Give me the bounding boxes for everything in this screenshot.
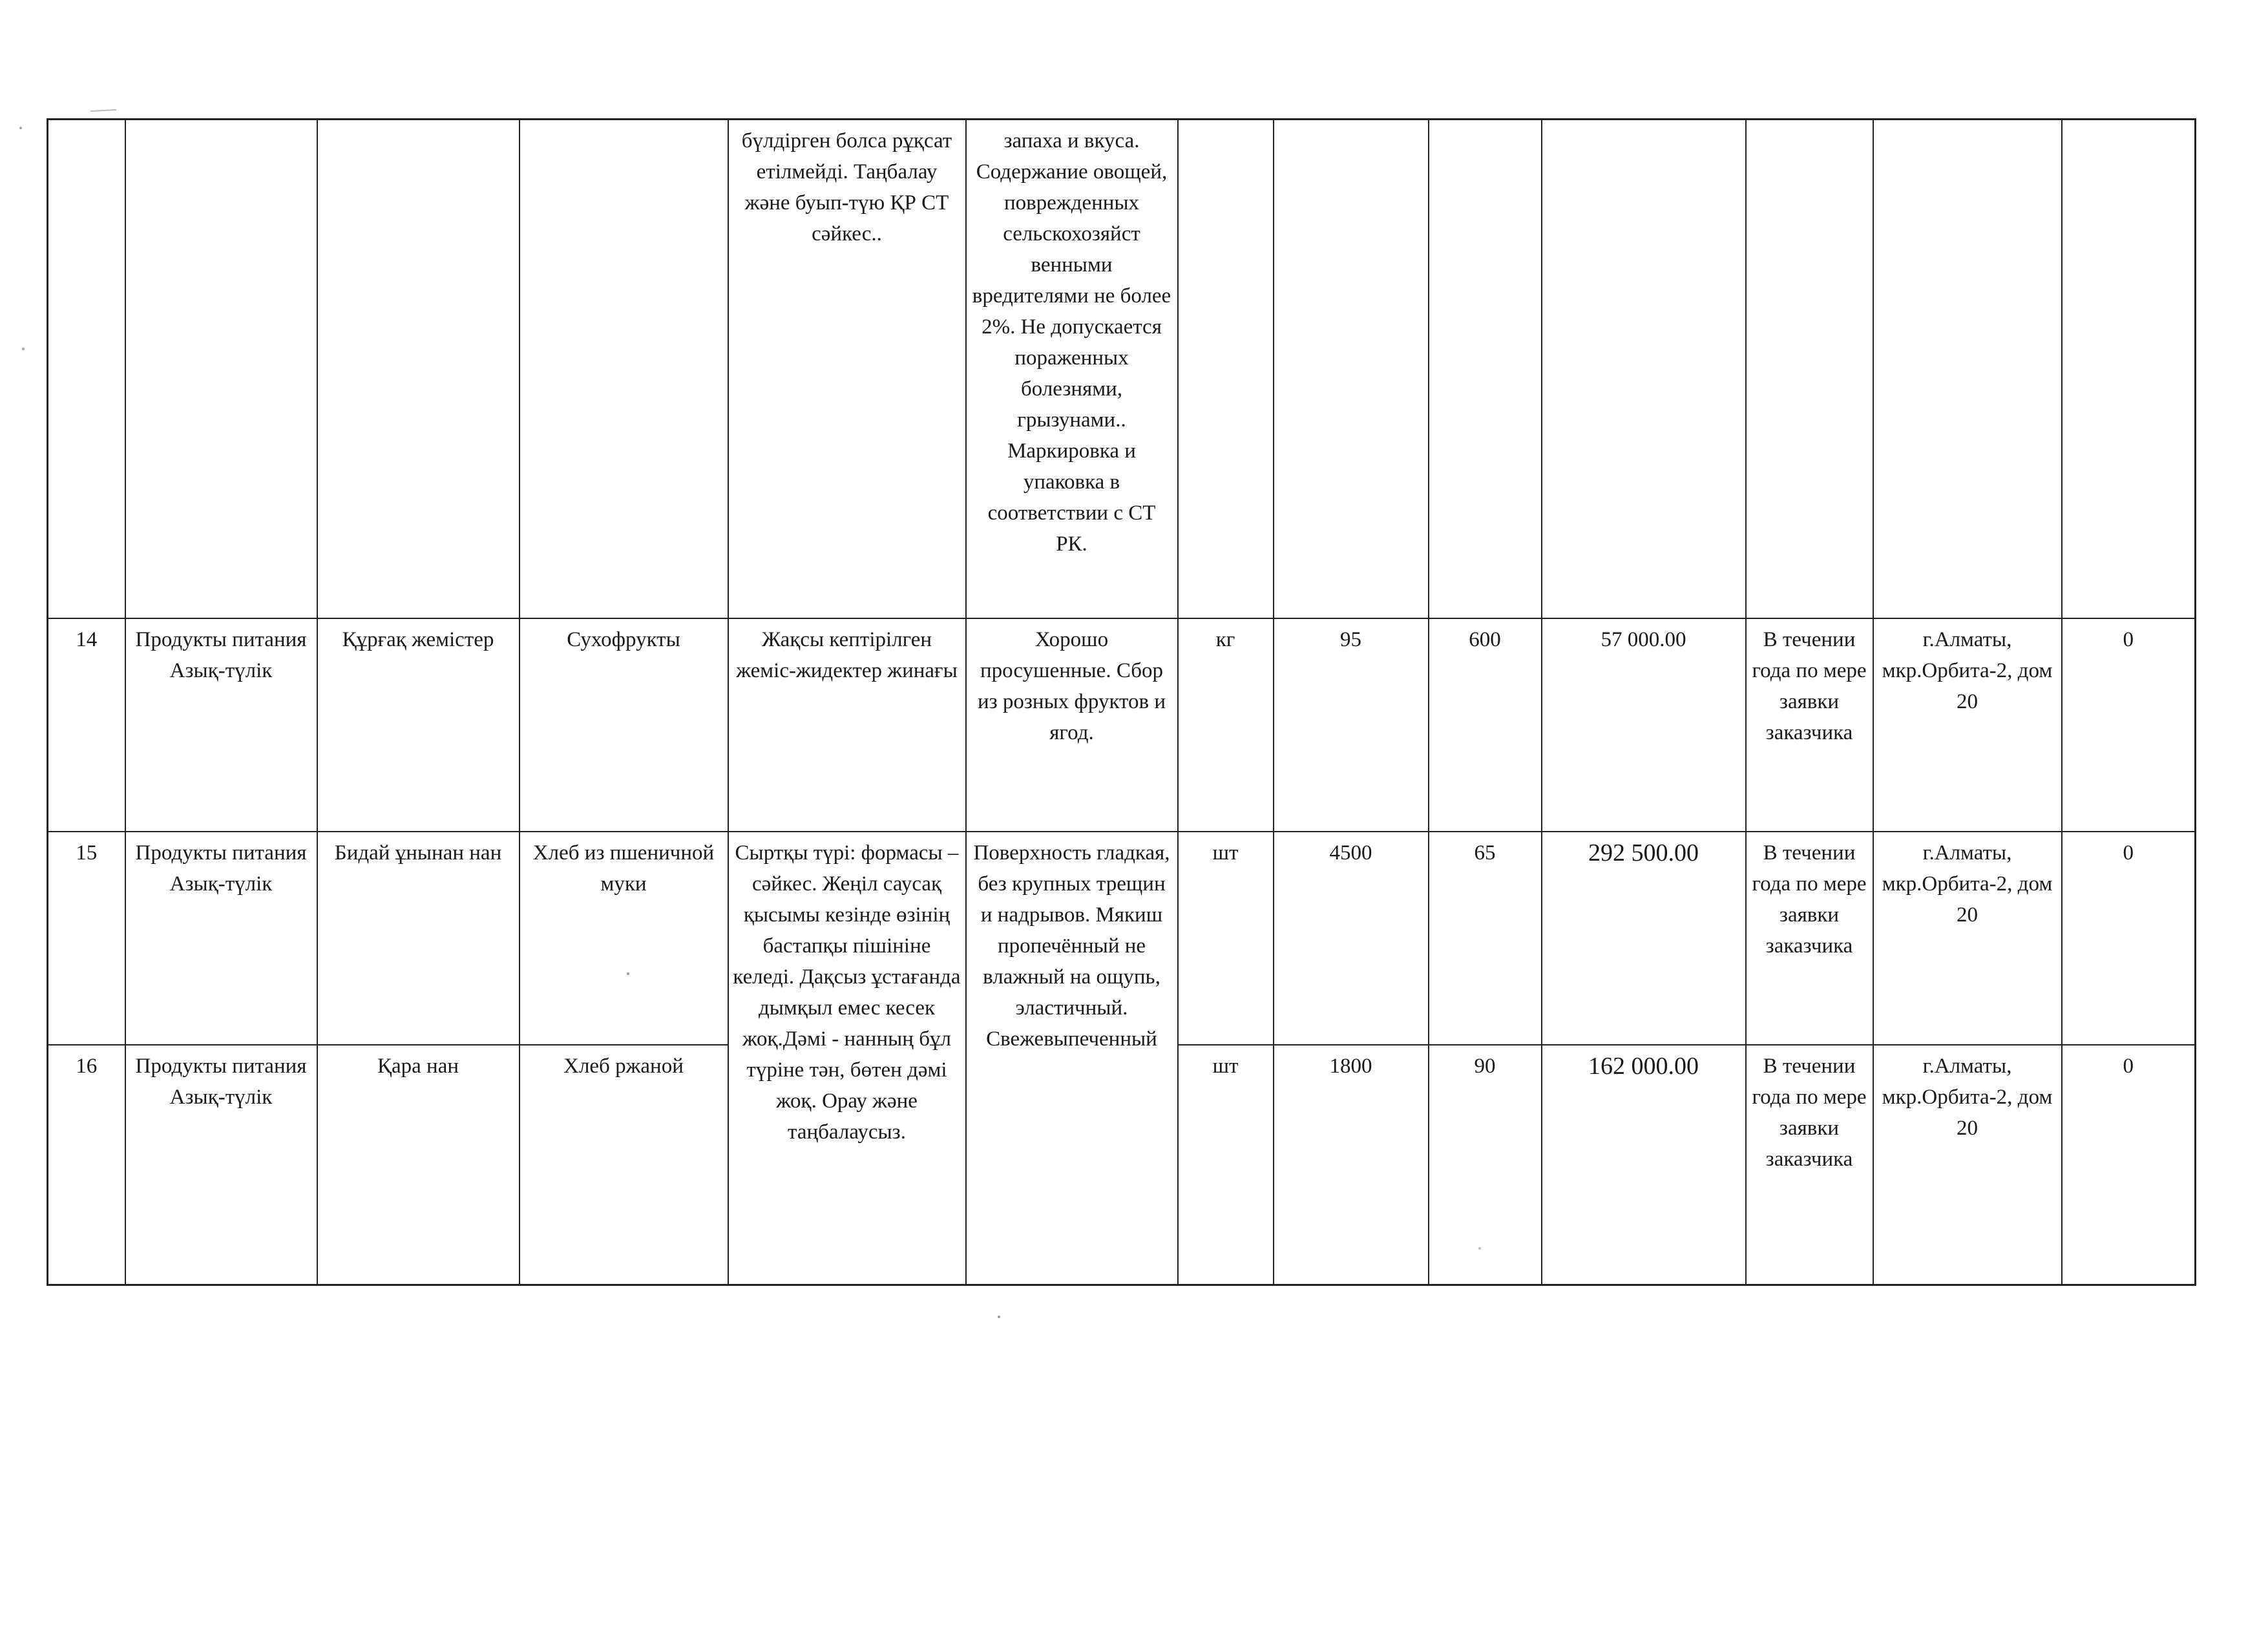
cell-prepay: 0 [2062, 1045, 2196, 1285]
cell-unit: шт [1178, 832, 1274, 1045]
cell-name-kk: Бидай ұнынан нан [317, 832, 520, 1045]
cell-prepay: 0 [2062, 618, 2196, 832]
cell-address: г.Алматы, мкр.Орбита-2, дом 20 [1873, 618, 2062, 832]
cell-address [1873, 120, 2062, 618]
table-row-14 [48, 618, 2196, 832]
cell-price: 90 [1429, 1045, 1542, 1285]
cell-address: г.Алматы, мкр.Орбита-2, дом 20 [1873, 832, 2062, 1045]
cell-term: В течении года по мере заявки заказчика [1746, 1045, 1873, 1285]
cell-num: 14 [48, 618, 125, 832]
cell-sum: 162 000.00 [1542, 1045, 1746, 1285]
cell-price [1429, 120, 1542, 618]
table-row-continuation [48, 120, 2196, 618]
cell-address: г.Алматы, мкр.Орбита-2, дом 20 [1873, 1045, 2062, 1285]
cell-category: Продукты питания Азық-түлік [125, 1045, 317, 1285]
cell-sum: 292 500.00 [1542, 832, 1746, 1045]
cell-term: В течении года по мере заявки заказчика [1746, 832, 1873, 1045]
cell-num: 15 [48, 832, 125, 1045]
cell-descr-kk: бүлдірген болса рұқсат етілмейді. Таңбалау және буып-түю ҚР СТ сәйкес.. [728, 120, 966, 618]
cell-descr-kk: Жақсы кептірілген жеміс-жидектер жинағы [728, 618, 966, 832]
cell-prepay [2062, 120, 2196, 618]
cell-num [48, 120, 125, 618]
cell-unit: кг [1178, 618, 1274, 832]
cell-descr-ru: запаха и вкуса. Содержание овощей, поврежденных сельскохозяйст венными вредителями не более 2%. Не допускается пораженных болезнями, грызунами.. Маркировка и упаковка в соответствии с СТ РК. [966, 120, 1178, 618]
cell-sum [1542, 120, 1746, 618]
cell-category: Продукты питания Азық-түлік [125, 618, 317, 832]
cell-unit: шт [1178, 1045, 1274, 1285]
cell-name-ru: Сухофрукты [520, 618, 728, 832]
cell-descr-ru: Хорошо просушенные. Сбор из розных фруктов и ягод. [966, 618, 1178, 832]
cell-name-kk: Қара нан [317, 1045, 520, 1285]
cell-quantity [1274, 120, 1429, 618]
cell-price: 65 [1429, 832, 1542, 1045]
cell-prepay: 0 [2062, 832, 2196, 1045]
cell-descr-kk-bread: Сыртқы түрі: формасы –сәйкес. Жеңіл саусақ қысымы кезінде өзінің бастапқы пішініне келеді. Дақсыз ұстағанда дымқыл емес кесек жоқ.Дәмі - нанның бұл түріне тән, бөтен дәмі жоқ. Орау және таңбалаусыз. [728, 832, 966, 1285]
cell-name-ru: Хлеб ржаной [520, 1045, 728, 1285]
table-row-15 [48, 832, 2196, 1045]
cell-name-kk: Құрғақ жемістер [317, 618, 520, 832]
cell-sum: 57 000.00 [1542, 618, 1746, 832]
cell-quantity: 95 [1274, 618, 1429, 832]
cell-num: 16 [48, 1045, 125, 1285]
cell-name-ru: Хлеб из пшеничной муки [520, 832, 728, 1045]
cell-quantity: 1800 [1274, 1045, 1429, 1285]
cell-quantity: 4500 [1274, 832, 1429, 1045]
cell-term [1746, 120, 1873, 618]
cell-descr-ru-bread: Поверхность гладкая, без крупных трещин и надрывов. Мякиш пропечённый не влажный на ощупь, эластичный. Свежевыпеченный [966, 832, 1178, 1285]
cell-category: Продукты питания Азық-түлік [125, 832, 317, 1045]
cell-name-ru [520, 120, 728, 618]
cell-name-kk [317, 120, 520, 618]
goods-table [47, 118, 2196, 1286]
cell-price: 600 [1429, 618, 1542, 832]
cell-category [125, 120, 317, 618]
cell-term: В течении года по мере заявки заказчика [1746, 618, 1873, 832]
cell-unit [1178, 120, 1274, 618]
